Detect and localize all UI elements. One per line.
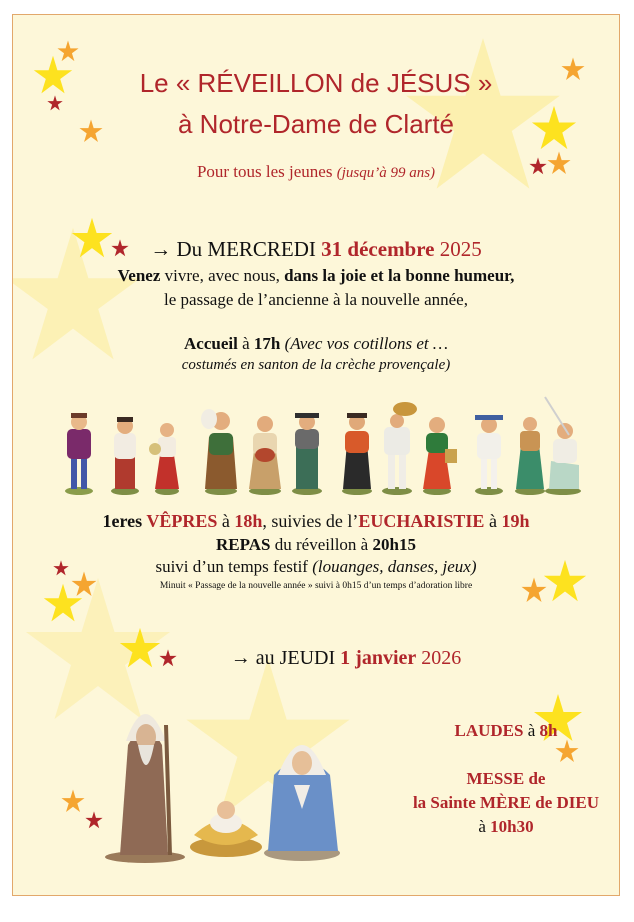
santon-figurines [53,395,583,495]
page-subtitle-location: à Notre-Dame de Clarté [178,109,454,139]
star-icon [555,739,579,763]
star-icon [61,789,85,813]
star-icon [57,40,79,62]
poster [12,14,620,896]
invite-line: Venez vivre, avec nous, dans la joie et la bonne humeur, [117,266,515,285]
messe-time-line: à 10h30 [478,817,534,836]
day2-heading: → au JEUDI 1 janvier 2026 [230,647,462,669]
dinner-line: REPAS du réveillon à 20h15 [216,535,416,554]
vespers-line: 1eres VÊPRES à 18h, suivies de l’EUCHARISTIE à 19h [102,511,530,531]
messe-feast-line: la Sainte MÈRE de DIEU [412,793,600,812]
festive-line: suivi d’un temps festif (louanges, danses, jeux) [155,557,477,576]
audience-line: Pour tous les jeunes (jusqu’à 99 ans) [196,162,436,181]
accueil-line: Accueil à 17h (Avec vos cotillons et … [184,334,448,353]
costume-line: costumés en santon de la crèche provençale) [181,357,451,373]
page-title: Le « RÉVEILLON de JÉSUS » [139,68,493,98]
day1-heading: → Du MERCREDI 31 décembre 2025 [150,237,482,261]
passage-line: le passage de l’ancienne à la nouvelle année, [164,290,468,309]
laudes-line: LAUDES à 8h [454,721,558,740]
midnight-line: Minuit « Passage de la nouvelle année » suivi à 0h15 d’un temps d’adoration libre [159,581,473,591]
messe-line: MESSE de [466,769,546,788]
